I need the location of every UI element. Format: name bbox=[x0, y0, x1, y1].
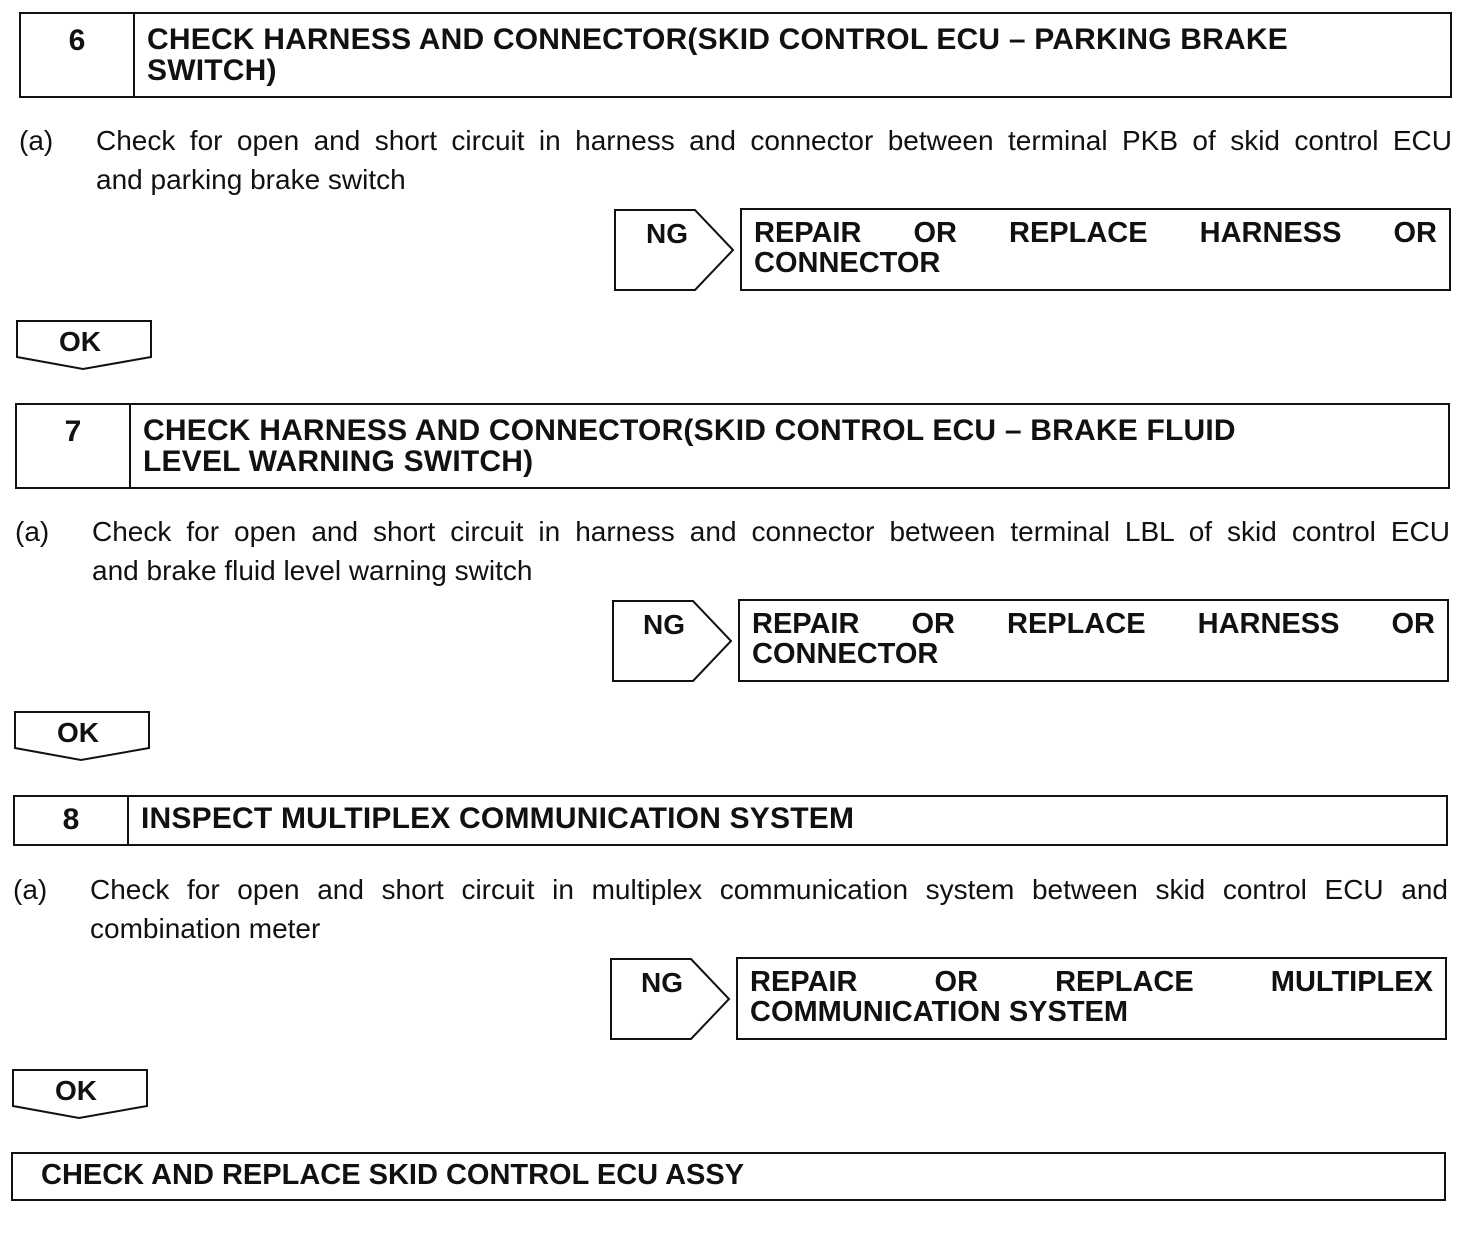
step-7-header bbox=[15, 403, 1450, 489]
result-word: REPAIR bbox=[752, 608, 860, 640]
result-word: REPLACE bbox=[1055, 966, 1194, 998]
check-text bbox=[92, 512, 1450, 590]
result-line bbox=[752, 609, 1435, 639]
step-6-check bbox=[19, 121, 1452, 201]
ok-label: OK bbox=[57, 717, 99, 748]
result-line bbox=[750, 967, 1433, 997]
step-title-line: LEVEL WARNING SWITCH) bbox=[143, 445, 534, 478]
check-text-line: Check for open and short circuit in multiplex communication system between skid control ECU and bbox=[90, 874, 1448, 905]
ok-label: OK bbox=[55, 1075, 97, 1106]
step-title-line: CHECK HARNESS AND CONNECTOR(SKID CONTROL ECU – PARKING BRAKE bbox=[147, 23, 1288, 56]
ng-label: NG bbox=[643, 609, 685, 640]
step-8-header bbox=[13, 795, 1448, 846]
step-8-check bbox=[13, 870, 1448, 950]
result-word: MULTIPLEX bbox=[1270, 966, 1433, 998]
ng-label: NG bbox=[641, 967, 683, 998]
step-number: 6 bbox=[21, 14, 135, 96]
step-7-check bbox=[15, 512, 1450, 592]
result-line: CONNECTOR bbox=[754, 247, 941, 279]
result-word: OR bbox=[911, 608, 955, 640]
ng-label: NG bbox=[646, 218, 688, 249]
result-word: REPLACE bbox=[1009, 217, 1148, 249]
step-number: 7 bbox=[17, 405, 131, 487]
result-line bbox=[754, 218, 1437, 248]
step-title bbox=[131, 405, 1448, 487]
ok-label: OK bbox=[59, 326, 101, 357]
result-word: HARNESS bbox=[1197, 608, 1340, 640]
step-title bbox=[135, 14, 1450, 96]
final-action-box: CHECK AND REPLACE SKID CONTROL ECU ASSY bbox=[11, 1152, 1446, 1201]
check-text-line: and parking brake switch bbox=[96, 164, 406, 195]
step-title-line: CHECK HARNESS AND CONNECTOR(SKID CONTROL ECU – BRAKE FLUID bbox=[143, 414, 1236, 447]
result-line: CONNECTOR bbox=[752, 638, 939, 670]
result-word: OR bbox=[1391, 608, 1435, 640]
result-word: OR bbox=[913, 217, 957, 249]
step-title-line: SWITCH) bbox=[147, 54, 277, 87]
check-text-line: and brake fluid level warning switch bbox=[92, 555, 533, 586]
step-number: 8 bbox=[15, 797, 129, 844]
check-text-line: combination meter bbox=[90, 913, 321, 944]
check-text bbox=[96, 121, 1452, 199]
list-marker: (a) bbox=[19, 125, 54, 156]
step-title-line: INSPECT MULTIPLEX COMMUNICATION SYSTEM bbox=[141, 802, 855, 835]
step-7-result bbox=[738, 599, 1449, 682]
check-text-line: Check for open and short circuit in harness and connector between terminal PKB of skid control ECU bbox=[96, 125, 1452, 156]
list-marker: (a) bbox=[13, 874, 48, 905]
step-8-result bbox=[736, 957, 1447, 1040]
list-marker: (a) bbox=[15, 516, 50, 547]
result-word: HARNESS bbox=[1199, 217, 1342, 249]
step-title bbox=[129, 797, 1446, 844]
step-6-header bbox=[19, 12, 1452, 98]
result-word: OR bbox=[934, 966, 979, 998]
check-text bbox=[90, 870, 1448, 948]
step-6-result bbox=[740, 208, 1451, 291]
result-word: REPLACE bbox=[1007, 608, 1146, 640]
result-word: REPAIR bbox=[750, 966, 858, 998]
result-word: OR bbox=[1393, 217, 1437, 249]
result-line: COMMUNICATION SYSTEM bbox=[750, 996, 1129, 1028]
result-word: REPAIR bbox=[754, 217, 862, 249]
check-text-line: Check for open and short circuit in harness and connector between terminal LBL of skid control ECU bbox=[92, 516, 1450, 547]
